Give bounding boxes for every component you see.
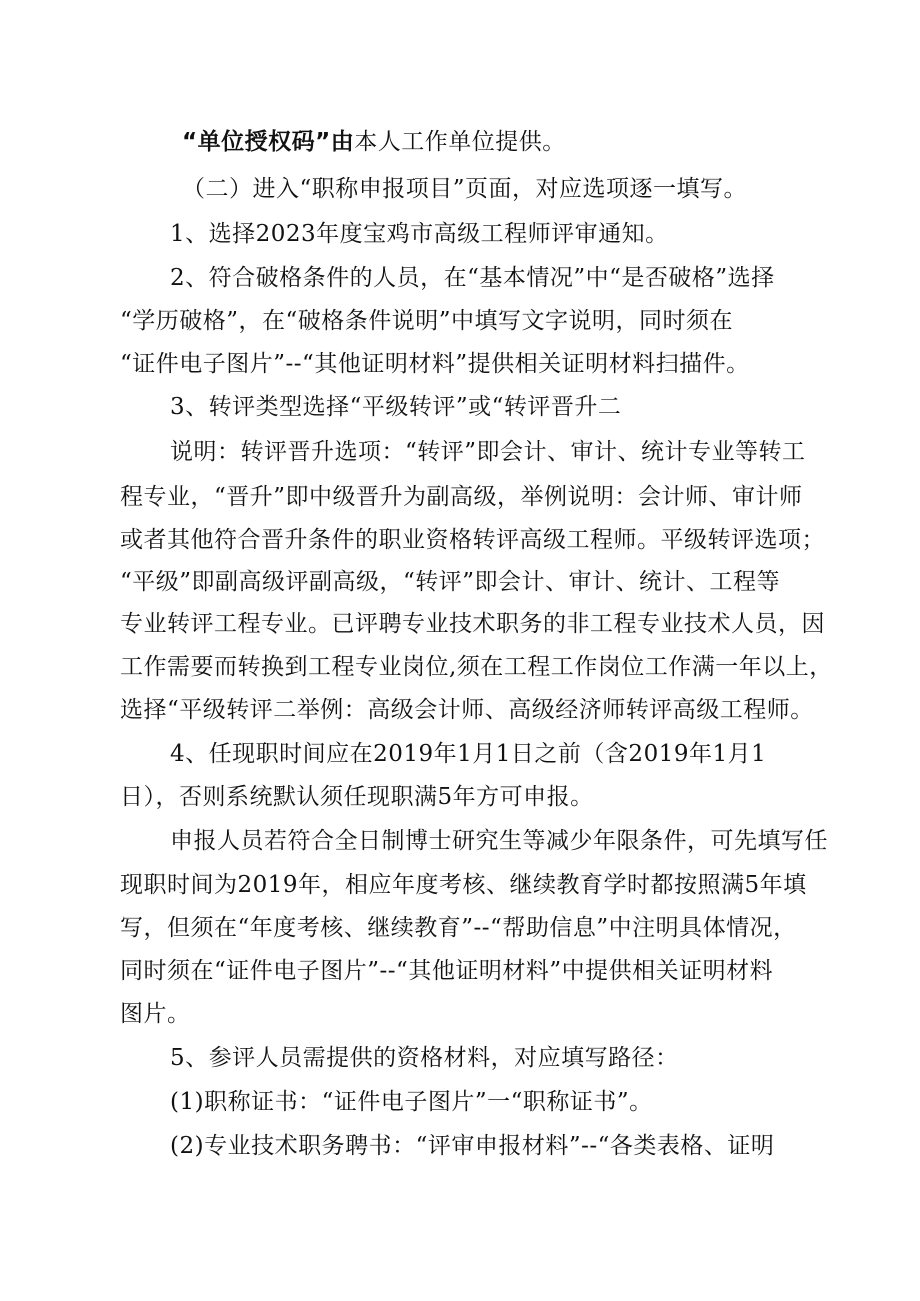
document-line: (2)专业技术职务聘书：“评审申报材料”--“各类表格、证明 [170,1133,775,1159]
document-line: 程专业，“晋升”即中级晋升为副高级，举例说明：会计师、审计师 [120,484,803,510]
document-line: 日），否则系统默认须任现职满5年方可申报。 [120,784,594,810]
document-line: 申报人员若符合全日制博士研究生等减少年限条件，可先填写任 [170,828,828,854]
document-line: “平级”即副高级评副高级，“转评”即会计、审计、统计、工程等 [120,569,781,595]
document-line: 工作需要而转换到工程专业岗位,须在工程工作岗位工作满一年以上， [120,654,833,680]
document-line: 同时须在“证件电子图片”--“其他证明材料”中提供相关证明材料 [120,958,774,984]
document-line: “证件电子图片”--“其他证明材料”提供相关证明材料扫描件。 [120,351,750,377]
document-line: 选择“平级转评二举例：高级会计师、高级经济师转评高级工程师。 [120,697,814,723]
line-text: 本人工作单位提供。 [354,129,566,155]
document-line: 2、符合破格条件的人员，在“基本情况”中“是否破格”选择 [170,265,775,291]
document-line: 4、任现职时间应在2019年1月1日之前（含2019年1月1 [170,741,767,767]
document-line: 专业转评工程专业。已评聘专业技术职务的非工程专业技术人员，因 [120,611,825,637]
document-line: “学历破格”，在“破格条件说明”中填写文字说明，同时须在 [120,308,734,334]
document-line: 写，但须在“年度考核、继续教育”--“帮助信息”中注明具体情况， [120,915,797,941]
document-line: 5、参评人员需提供的资格材料，对应填写路径： [170,1045,679,1071]
document-line: (1)职称证书：“证件电子图片”一“职称证书”。 [170,1089,653,1115]
document-line: 1、选择2023年度宝鸡市高级工程师评审通知。 [170,221,669,247]
document-line: 或者其他符合晋升条件的职业资格转评高级工程师。平级转评选项； [120,527,825,553]
document-line: 说明：转评晋升选项：“转评”即会计、审计、统计专业等转工 [170,439,806,465]
document-line: 现职时间为2019年，相应年度考核、继续教育学时都按照满5年填 [120,872,807,898]
document-line: 图片。 [120,1001,191,1027]
document-line [0,124,920,160]
document-line: 3、转评类型选择“平级转评”或“转评晋升二 [170,394,622,420]
document-line: （二）进入“职称申报项目”页面，对应选项逐一填写。 [182,176,748,202]
bold-phrase: “单位授权码”由 [182,129,355,155]
